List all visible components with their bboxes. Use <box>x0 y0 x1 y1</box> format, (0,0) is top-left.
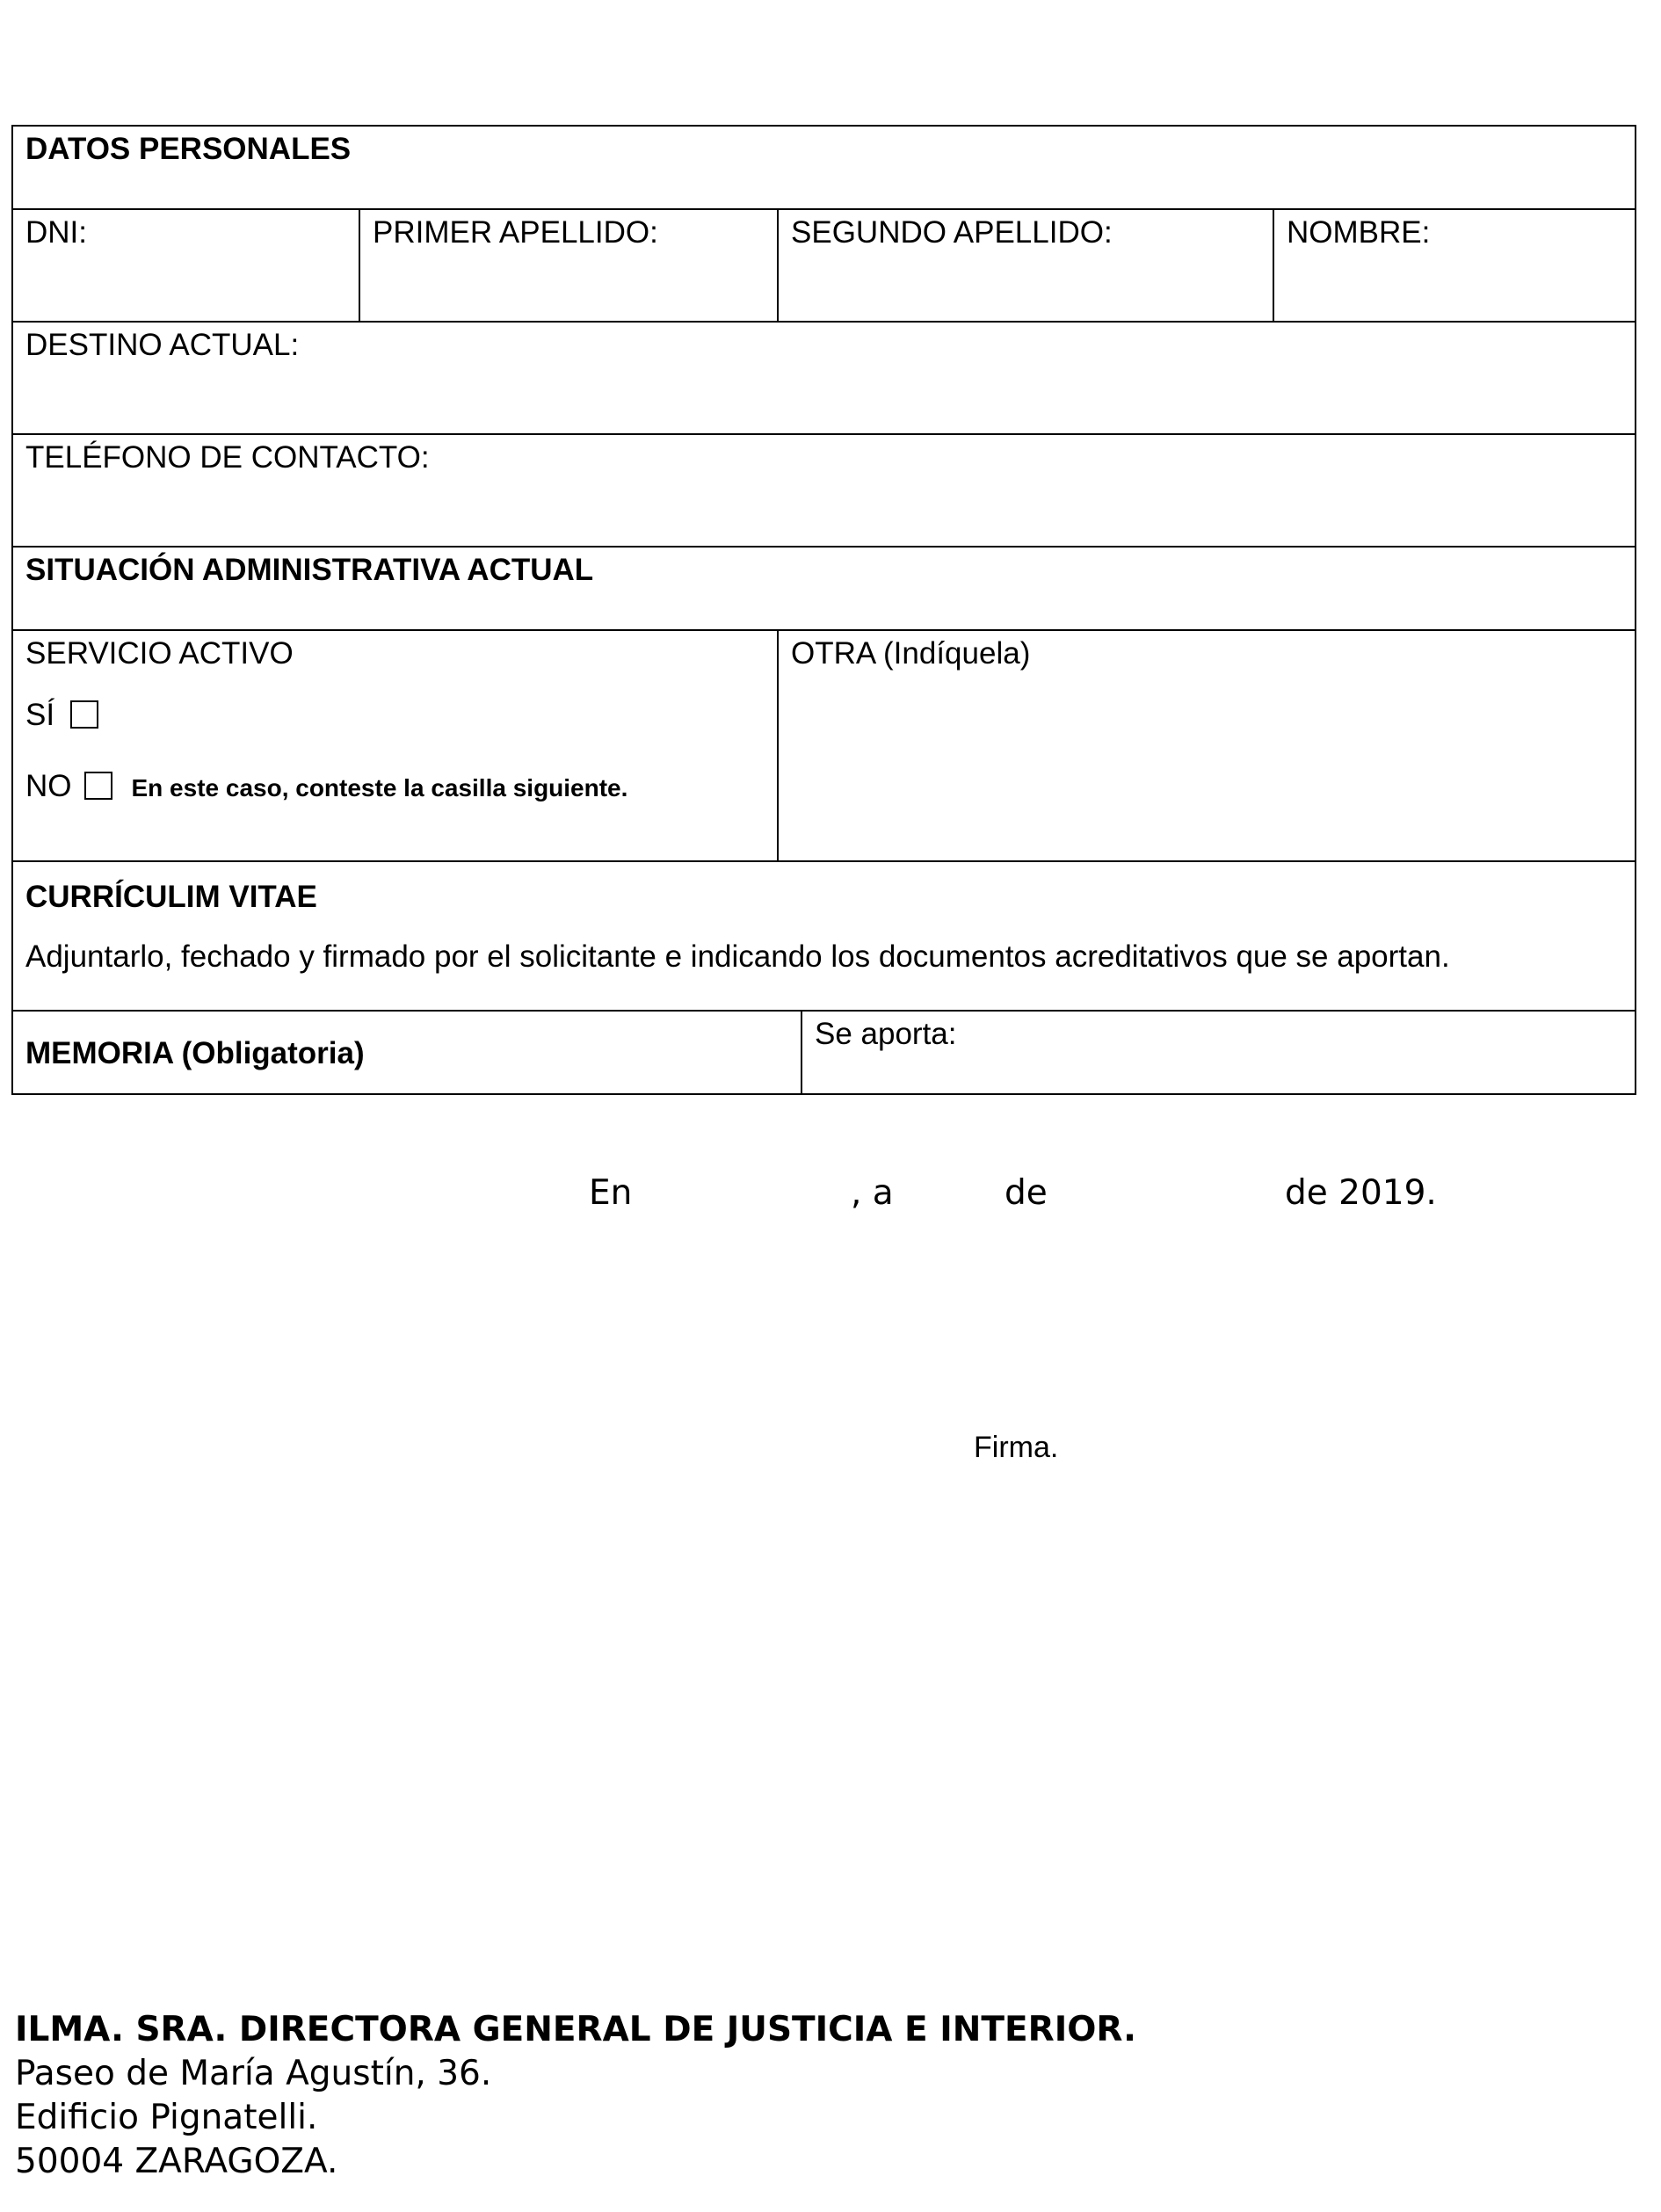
curriculum-text: Adjuntarlo, fechado y firmado por el solicitante e indicando los documentos acreditativos que se aportan. <box>25 939 1450 975</box>
si-checkbox[interactable] <box>70 700 98 729</box>
otra-label: OTRA (Indíquela) <box>791 636 1031 671</box>
signature-label: Firma. <box>974 1431 1059 1464</box>
date-year: de 2019. <box>1285 1173 1437 1213</box>
memoria-cell <box>12 1011 801 1094</box>
datos-personales-title: DATOS PERSONALES <box>25 132 352 166</box>
date-a: , a <box>851 1173 894 1213</box>
otra-field[interactable] <box>778 630 1636 861</box>
recipient-line-2: Edificio Pignatelli. <box>15 2098 318 2137</box>
servicio-activo-label: SERVICIO ACTIVO <box>25 636 294 671</box>
destino-actual-label: DESTINO ACTUAL: <box>25 328 300 362</box>
recipient-line-3: 50004 ZARAGOZA. <box>15 2142 338 2181</box>
se-aporta-field[interactable] <box>801 1011 1636 1094</box>
nombre-field[interactable] <box>1273 209 1636 322</box>
segundo-apellido-field[interactable] <box>778 209 1273 322</box>
si-option <box>25 698 765 733</box>
destino-actual-field[interactable] <box>12 322 1636 434</box>
curriculum-cell <box>12 861 1636 1011</box>
no-note: En este caso, conteste la casilla siguiente. <box>131 773 628 801</box>
si-label: SÍ <box>25 698 55 733</box>
dni-field[interactable] <box>12 209 359 322</box>
nombre-label: NOMBRE: <box>1287 215 1431 250</box>
no-option <box>25 769 765 804</box>
memoria-label: MEMORIA (Obligatoria) <box>25 1036 365 1070</box>
segundo-apellido-label: SEGUNDO APELLIDO: <box>791 215 1113 250</box>
no-label: NO <box>25 768 72 803</box>
date-de: de <box>1005 1173 1048 1213</box>
situacion-title: SITUACIÓN ADMINISTRATIVA ACTUAL <box>25 553 594 587</box>
datos-personales-header <box>12 126 1636 209</box>
curriculum-title: CURRÍCULIM VITAE <box>25 880 317 914</box>
telefono-field[interactable] <box>12 434 1636 547</box>
servicio-activo-cell <box>12 630 778 861</box>
recipient-title: ILMA. SRA. DIRECTORA GENERAL DE JUSTICIA E INTERIOR. <box>15 2010 1136 2049</box>
situacion-header <box>12 547 1636 630</box>
no-checkbox[interactable] <box>84 772 112 800</box>
application-form-table <box>11 125 1636 1095</box>
recipient-address <box>15 2008 1136 2184</box>
primer-apellido-field[interactable] <box>359 209 778 322</box>
se-aporta-label: Se aporta: <box>815 1017 957 1051</box>
primer-apellido-label: PRIMER APELLIDO: <box>373 215 658 250</box>
recipient-line-1: Paseo de María Agustín, 36. <box>15 2054 492 2093</box>
date-en: En <box>589 1173 633 1213</box>
telefono-label: TELÉFONO DE CONTACTO: <box>25 440 430 475</box>
dni-label: DNI: <box>25 215 87 250</box>
